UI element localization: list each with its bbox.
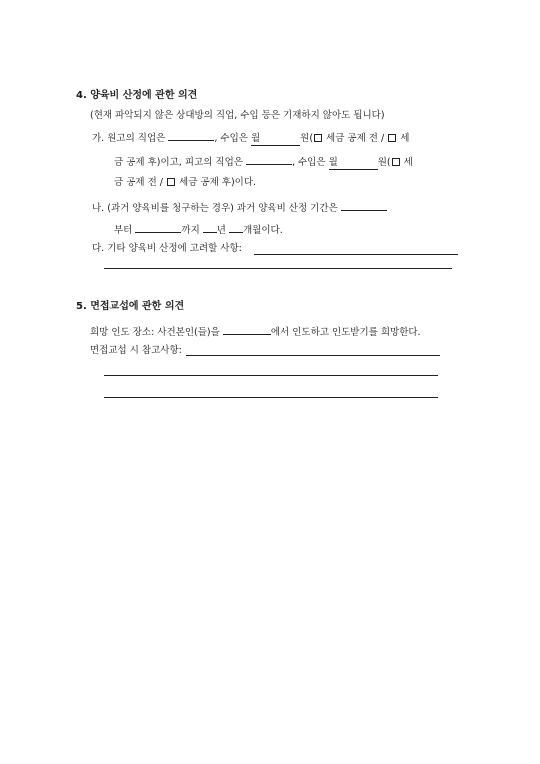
pretax-label: 세금 공제 전 / bbox=[323, 133, 388, 144]
month-label: 월 bbox=[250, 133, 261, 144]
reference-label: 면접교섭 시 참고사항: bbox=[90, 345, 182, 356]
defendant-income-field[interactable] bbox=[329, 157, 378, 170]
years-field[interactable] bbox=[203, 223, 217, 233]
hope-place-suffix: 에서 인도하고 인도받기를 희망한다. bbox=[270, 327, 421, 338]
pretax-checkbox[interactable] bbox=[314, 134, 322, 142]
item-da-line bbox=[92, 244, 242, 254]
item-ga-marker: 가. bbox=[92, 133, 105, 144]
item-na-marker: 나. bbox=[92, 203, 105, 214]
posttax-label-cont: 금 공제 후)이고, 피고의 직업은 bbox=[114, 157, 243, 168]
plaintiff-income-label: , 수입은 bbox=[214, 133, 251, 144]
hope-place-line bbox=[90, 325, 421, 338]
pretax-label-2-cont: 금 공제 전 / bbox=[114, 177, 166, 188]
plaintiff-income-field[interactable] bbox=[251, 133, 300, 146]
from-label: 부터 bbox=[114, 225, 133, 236]
item-ga-line2 bbox=[114, 155, 413, 168]
hope-place-prefix: 희망 인도 장소: 사건본인(들)을 bbox=[90, 327, 220, 338]
item-da-marker: 다. bbox=[92, 243, 105, 254]
item-na-text: (과거 양육비를 청구하는 경우) 과거 양육비 산정 기간은 bbox=[107, 203, 338, 214]
reference-field[interactable] bbox=[186, 355, 440, 356]
item-ga-line3 bbox=[114, 178, 256, 188]
won-label: 원( bbox=[300, 133, 314, 144]
defendant-income-label: , 수입은 bbox=[291, 157, 329, 168]
item-da-text: 기타 양육비 산정에 고려할 사항: bbox=[107, 243, 242, 254]
months-field[interactable] bbox=[229, 223, 243, 233]
section4-title: 4. 양육비 산정에 관한 의견 bbox=[76, 90, 198, 101]
defendant-job-field[interactable] bbox=[246, 155, 292, 165]
hope-place-field[interactable] bbox=[223, 325, 271, 335]
posttax-label: 세 bbox=[397, 133, 410, 144]
pretax-label-2: 세 bbox=[400, 157, 413, 168]
plaintiff-job-label: 원고의 직업은 bbox=[107, 133, 166, 144]
month-label-2: 월 bbox=[328, 157, 338, 168]
past-period-start-field[interactable] bbox=[341, 201, 387, 211]
won-label-2: 원( bbox=[377, 157, 391, 168]
other-considerations-field[interactable] bbox=[254, 254, 458, 255]
section5-title: 5. 면접교섭에 관한 의견 bbox=[76, 301, 185, 312]
posttax-label-2: 세금 공제 후)이다. bbox=[176, 177, 257, 188]
posttax-checkbox-2[interactable] bbox=[167, 178, 175, 186]
until-label: 까지 bbox=[181, 225, 200, 236]
reference-field-3[interactable] bbox=[104, 397, 438, 398]
item-na-line1 bbox=[92, 201, 387, 214]
plaintiff-job-field[interactable] bbox=[168, 131, 214, 141]
reference-field-2[interactable] bbox=[104, 375, 438, 376]
section4-note: (현재 파악되지 않은 상대방의 직업, 수입 등은 기재하지 않아도 됩니다) bbox=[90, 110, 385, 121]
months-label: 개월이다. bbox=[243, 225, 283, 236]
item-ga-line1 bbox=[92, 131, 409, 144]
past-period-end-field[interactable] bbox=[135, 223, 181, 233]
pretax-checkbox-2[interactable] bbox=[392, 158, 400, 166]
item-na-line2 bbox=[114, 223, 283, 236]
posttax-checkbox[interactable] bbox=[388, 134, 396, 142]
other-considerations-field-2[interactable] bbox=[104, 268, 452, 269]
year-label: 년 bbox=[216, 225, 226, 236]
